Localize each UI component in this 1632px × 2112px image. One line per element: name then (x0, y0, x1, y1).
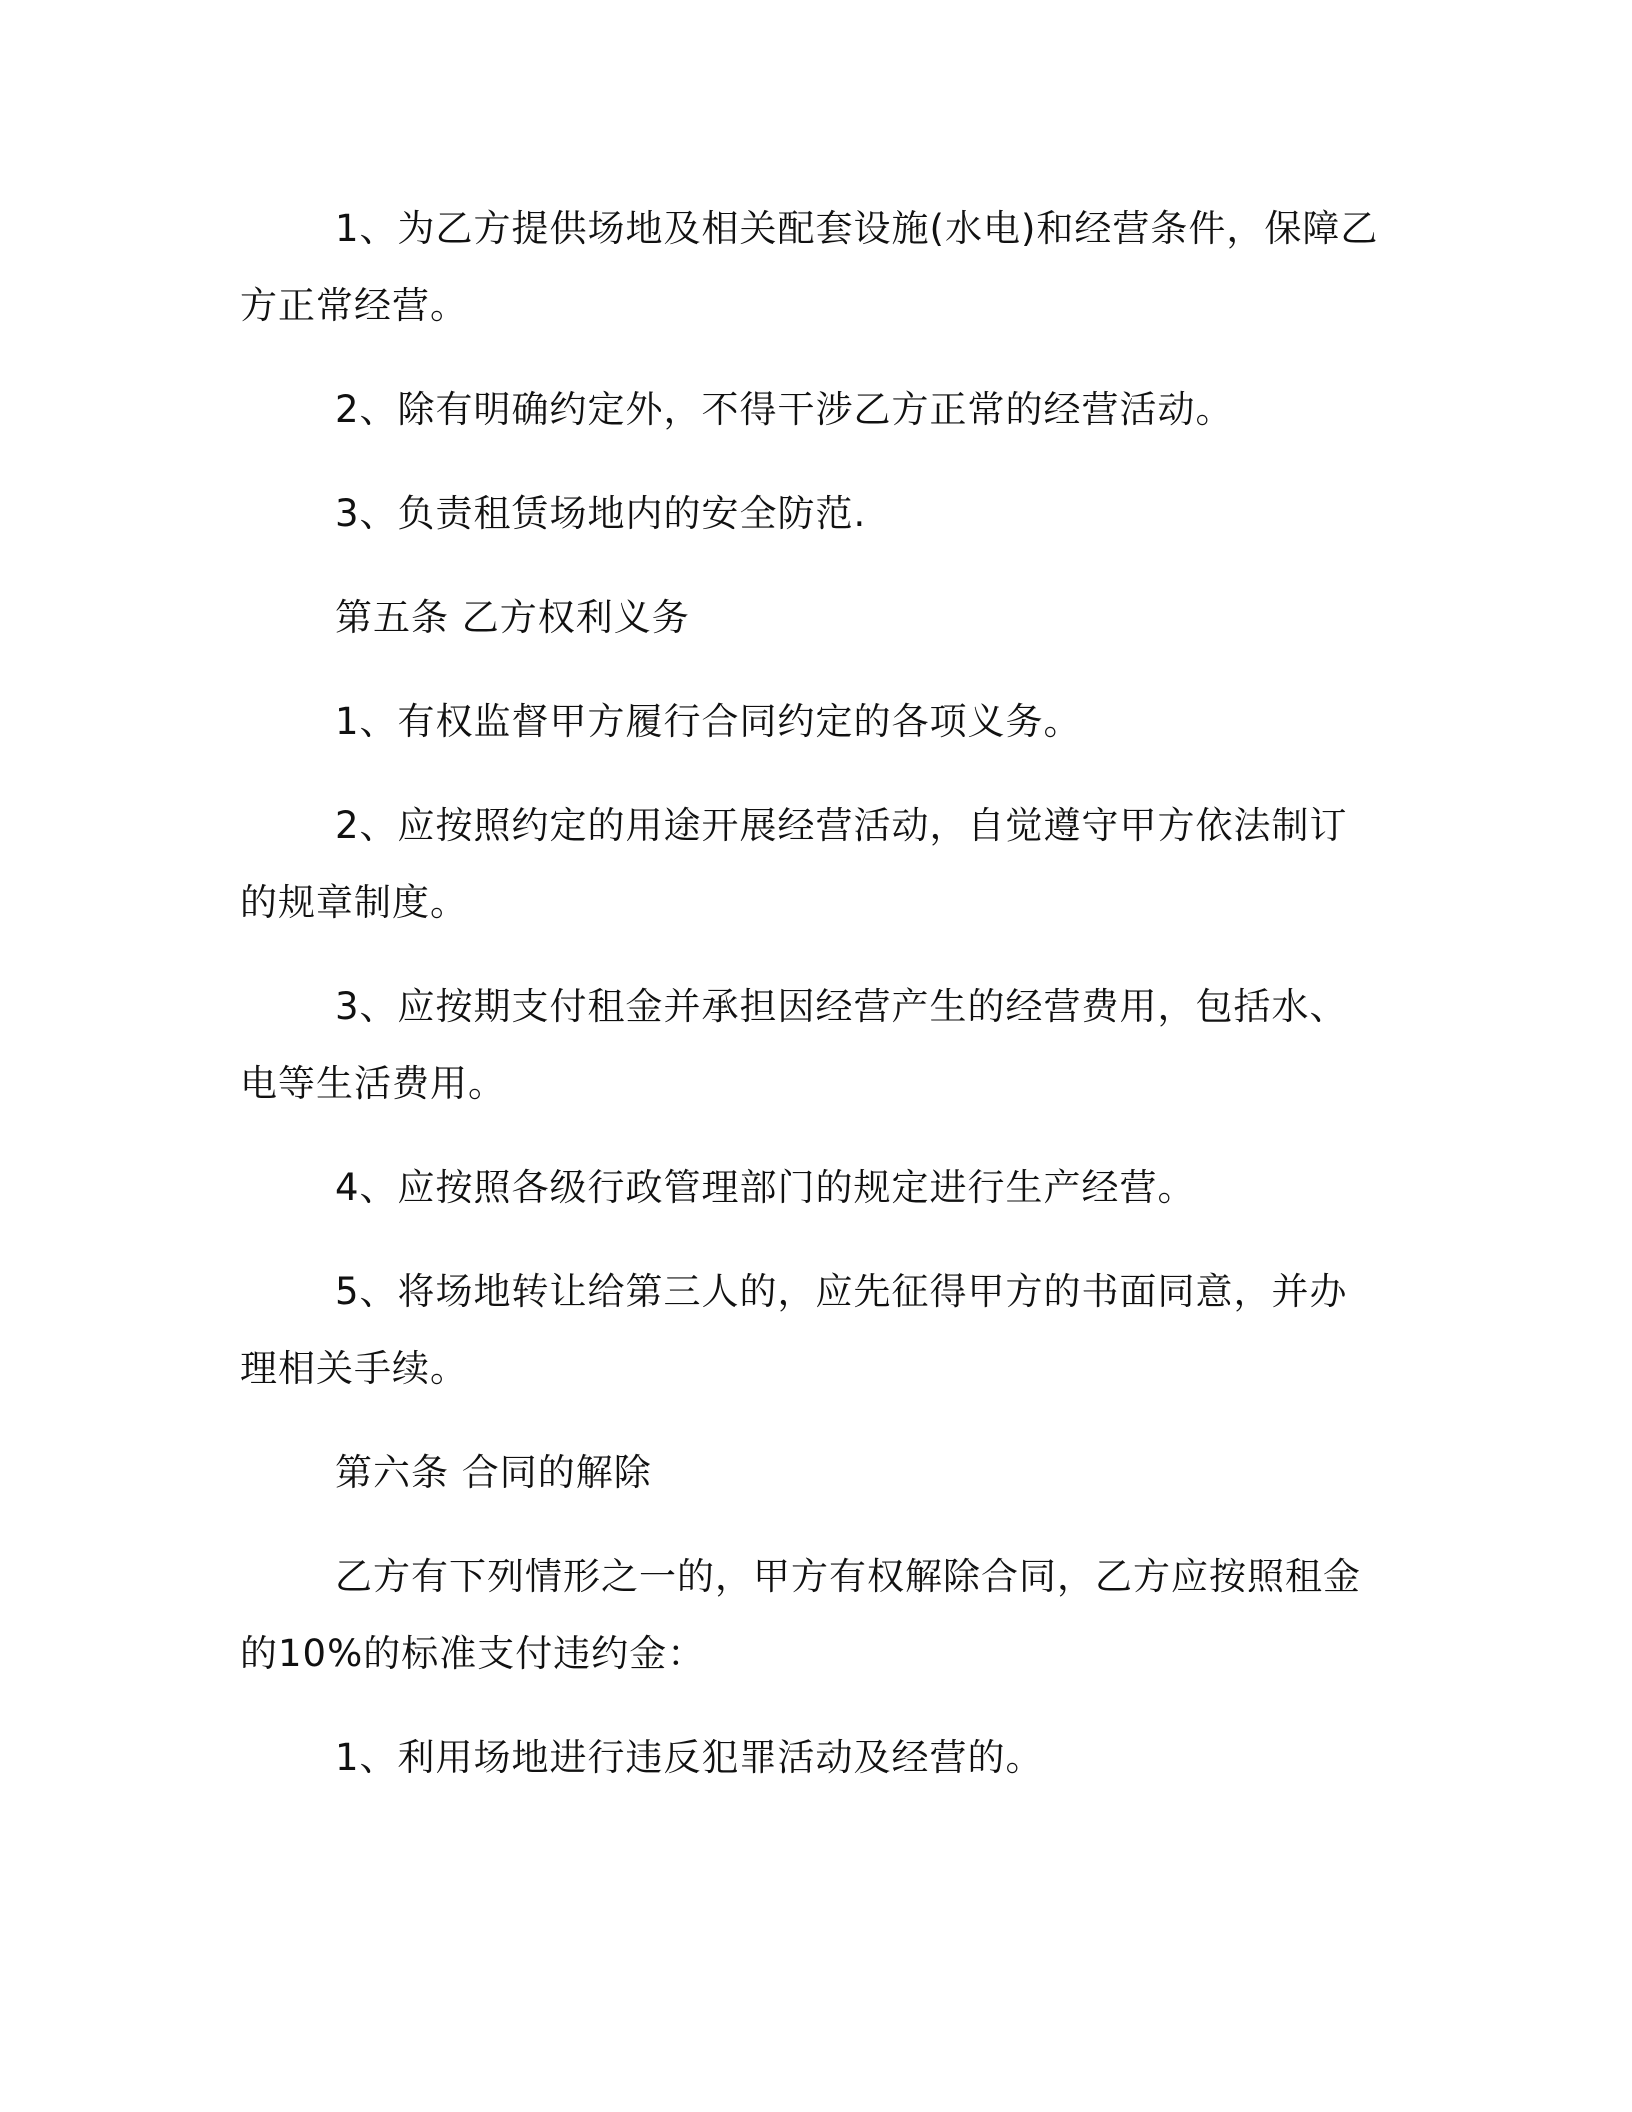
list-item-landlord-duty-3: 3、负责租赁场地内的安全防范. (335, 492, 867, 535)
list-item-tenant-duty-3: 3、应按期支付租金并承担因经营产生的经营费用，包括水、电等生活费用。 (240, 985, 1348, 1105)
list-item-tenant-duty-5: 5、将场地转让给第三人的，应先征得甲方的书面同意，并办理相关手续。 (240, 1270, 1348, 1390)
list-item-termination-1: 1、利用场地进行违反犯罪活动及经营的。 (335, 1736, 1044, 1779)
list-item-tenant-duty-4: 4、应按照各级行政管理部门的规定进行生产经营。 (335, 1166, 1196, 1209)
termination-intro-paragraph: 乙方有下列情形之一的，甲方有权解除合同，乙方应按照租金的10%的标准支付违约金： (240, 1555, 1361, 1675)
list-item-landlord-duty-1: 1、为乙方提供场地及相关配套设施(水电)和经营条件，保障乙方正常经营。 (240, 207, 1379, 327)
document-body (240, 190, 1380, 1823)
section-heading-article-5: 第五条 乙方权利义务 (335, 596, 690, 639)
section-heading-article-6: 第六条 合同的解除 (335, 1451, 652, 1494)
list-item-landlord-duty-2: 2、除有明确约定外，不得干涉乙方正常的经营活动。 (335, 388, 1234, 431)
list-item-tenant-duty-1: 1、有权监督甲方履行合同约定的各项义务。 (335, 700, 1082, 743)
list-item-tenant-duty-2: 2、应按照约定的用途开展经营活动，自觉遵守甲方依法制订的规章制度。 (240, 804, 1348, 924)
